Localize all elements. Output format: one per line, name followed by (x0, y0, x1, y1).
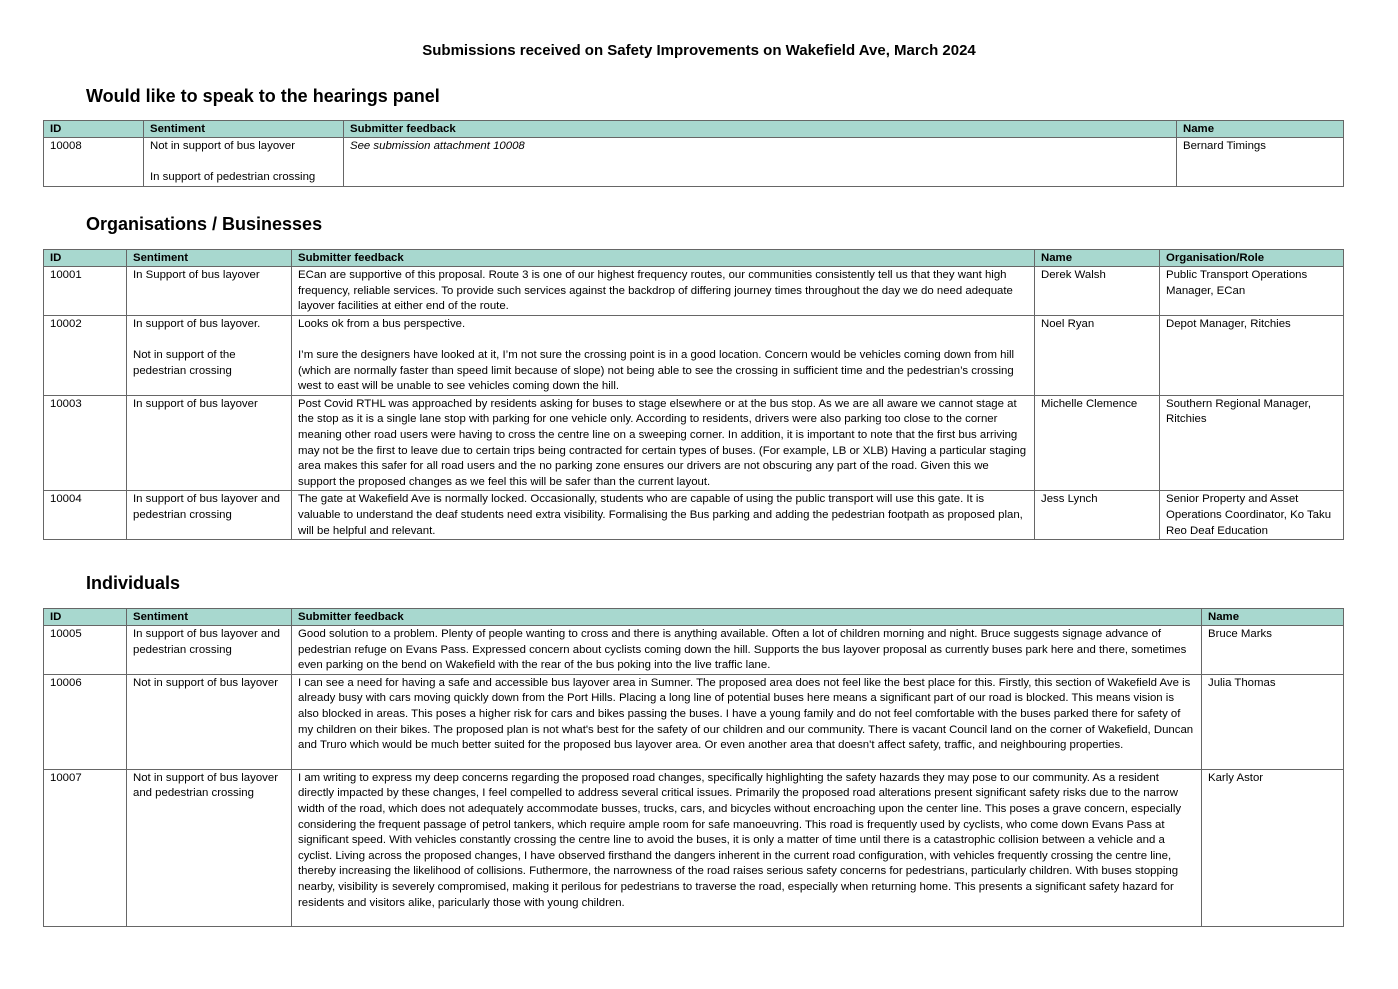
column-header-feedback: Submitter feedback (344, 121, 1177, 138)
cell-name: Julia Thomas (1202, 674, 1344, 769)
cell-id: 10004 (44, 491, 127, 540)
column-header-name: Name (1202, 609, 1344, 626)
cell-id: 10008 (44, 138, 144, 187)
cell-feedback: The gate at Wakefield Ave is normally locked. Occasionally, students who are capable of using the public transport will use this gate. It is valuable to understand the deaf students need extra visibility. Formalising the Bus parking and adding the pedestrian footpath as proposed plan, will be helpful and relevant. (292, 491, 1035, 540)
column-header-sentiment: Sentiment (127, 609, 292, 626)
column-header-sentiment: Sentiment (127, 250, 292, 267)
table-row (44, 395, 1344, 491)
cell-id: 10007 (44, 769, 127, 926)
table-row (44, 138, 1344, 187)
cell-feedback: I am writing to express my deep concerns regarding the proposed road changes, specifically highlighting the safety hazards they may pose to our community. As a resident directly impacted by these changes, I feel compelled to address several critical issues. Primarily the proposed road alterations present significant safety risks due to the narrow width of the road, which does not adequately accommodate busses, trucks, cars, and bicycles without encroaching upon the center line. This poses a grave concern, especially considering the frequent passage of petrol tankers, which require ample room for safe manoeuvring. This road is frequently used by cyclists, who come down Evans Pass at significant speed. With vehicles constantly crossing the centre line to avoid the buses, it is only a matter of time until there is a catastrophic collision between a vehicle and a cyclist. Living across the proposed changes, I have observed firsthand the dangers inherent in the current road configuration, with vehicles frequently crossing the centre line, thereby increasing the likelihood of collisions. Futhermore, the narrowness of the road raises serious safety concerns for pedestrians, particularly children. With buses stopping nearby, visibility is severely compromised, making it perilous for pedestrians to traverse the road, especially when returning home. This presents a significant safety hazard for residents and visitors alike, paricularly those with young children. (292, 769, 1202, 926)
cell-organisation-role: Senior Property and Asset Operations Coordinator, Ko Taku Reo Deaf Education (1160, 491, 1344, 540)
cell-organisation-role: Southern Regional Manager, Ritchies (1160, 395, 1344, 491)
table-row (44, 626, 1344, 675)
cell-feedback: I can see a need for having a safe and accessible bus layover area in Sumner. The proposed area does not feel like the best place for this. Firstly, this section of Wakefield Ave is already busy with cars moving quickly down from the Port Hills. Placing a long line of potential buses here means a significant part of our road is blocked. This means vision is also blocked in areas. This poses a higher risk for cars and bikes passing the buses. I have a young family and do not feel comfortable with the buses parked there for safety of my children on their bikes. The proposed plan is not what's best for the safety of our children and our community. There is vacant Council land on the corner of Wakefield, Duncan and Truro which would be much better suited for the proposed bus layover area. Or even another area that doesn't affect safety, traffic, and neighbouring properties. (292, 674, 1202, 769)
column-header-organisation-role: Organisation/Role (1160, 250, 1344, 267)
column-header-feedback: Submitter feedback (292, 609, 1202, 626)
table-row (44, 769, 1344, 926)
cell-id: 10006 (44, 674, 127, 769)
column-header-name: Name (1035, 250, 1160, 267)
cell-feedback: See submission attachment 10008 (344, 138, 1177, 187)
cell-feedback: Looks ok from a bus perspective. I’m sure the designers have looked at it, I’m not sure the crossing point is in a good location. Concern would be vehicles coming down from hill (which are normally faster than speed limit because of slope) not being able to see the crossing in sufficient time and the pedestrian’s crossing west to east will be unable to see vehicles coming down the hill. (292, 315, 1035, 395)
table-header-row (44, 250, 1344, 267)
cell-id: 10001 (44, 267, 127, 316)
column-header-id: ID (44, 121, 144, 138)
cell-feedback: Good solution to a problem. Plenty of people wanting to cross and there is anything available. Often a lot of children morning and night. Bruce suggests signage advance of pedestrian refuge on Evans Pass. Expressed concern about cyclists coming down the hill. Supports the bus layover proposal as currently buses park here and there, sometimes even parking on the bend on Wakefield with the rear of the bus poking into the live traffic lane. (292, 626, 1202, 675)
hearings-heading: Would like to speak to the hearings panel (86, 86, 440, 106)
organisations-table (43, 249, 1344, 540)
cell-name: Derek Walsh (1035, 267, 1160, 316)
cell-id: 10003 (44, 395, 127, 491)
cell-id: 10002 (44, 315, 127, 395)
cell-sentiment: Not in support of bus layover (127, 674, 292, 769)
cell-name: Bernard Timings (1177, 138, 1344, 187)
column-header-sentiment: Sentiment (144, 121, 344, 138)
document-title: Submissions received on Safety Improvements on Wakefield Ave, March 2024 (422, 42, 976, 59)
cell-organisation-role: Public Transport Operations Manager, ECan (1160, 267, 1344, 316)
column-header-id: ID (44, 250, 127, 267)
table-row (44, 674, 1344, 769)
cell-name: Bruce Marks (1202, 626, 1344, 675)
organisations-heading: Organisations / Businesses (86, 214, 323, 234)
cell-name: Michelle Clemence (1035, 395, 1160, 491)
individuals-table (43, 608, 1344, 927)
cell-sentiment: Not in support of bus layover In support of pedestrian crossing (144, 138, 344, 187)
cell-feedback: Post Covid RTHL was approached by residents asking for buses to stage elsewhere or at the bus stop. As we are all aware we cannot stage at the stop as it is a single lane stop with parking for one vehicle only. According to residents, drivers were also parking too close to the corner meaning other road users were having to cross the centre line on a sweeping corner. In addition, it is important to note that the first bus arriving may not be the first to leave due to certain trips being contracted for certain types of buses. (For example, LB or XLB) Having a particular staging area makes this safer for all road users and the no parking zone ensures our drivers are not obscuring any part of the road. Given this we support the proposed changes as we feel this will be safer than the current layout. (292, 395, 1035, 491)
table-header-row (44, 609, 1344, 626)
cell-id: 10005 (44, 626, 127, 675)
cell-name: Noel Ryan (1035, 315, 1160, 395)
table-header-row (44, 121, 1344, 138)
cell-sentiment: In support of bus layover. Not in support of the pedestrian crossing (127, 315, 292, 395)
cell-sentiment: In support of bus layover and pedestrian crossing (127, 491, 292, 540)
cell-organisation-role: Depot Manager, Ritchies (1160, 315, 1344, 395)
table-row (44, 491, 1344, 540)
cell-feedback: ECan are supportive of this proposal. Route 3 is one of our highest frequency routes, our communities consistently tell us that they want high frequency, reliable services. To provide such services against the backdrop of differing journey times throughout the day we do need adequate layover facilities at either end of the route. (292, 267, 1035, 316)
cell-sentiment: In support of bus layover and pedestrian crossing (127, 626, 292, 675)
cell-name: Karly Astor (1202, 769, 1344, 926)
cell-sentiment: In support of bus layover (127, 395, 292, 491)
column-header-name: Name (1177, 121, 1344, 138)
cell-name: Jess Lynch (1035, 491, 1160, 540)
hearings-table (43, 120, 1344, 187)
cell-sentiment: In Support of bus layover (127, 267, 292, 316)
table-row (44, 267, 1344, 316)
column-header-id: ID (44, 609, 127, 626)
table-row (44, 315, 1344, 395)
cell-sentiment: Not in support of bus layover and pedestrian crossing (127, 769, 292, 926)
column-header-feedback: Submitter feedback (292, 250, 1035, 267)
individuals-heading: Individuals (86, 573, 181, 593)
